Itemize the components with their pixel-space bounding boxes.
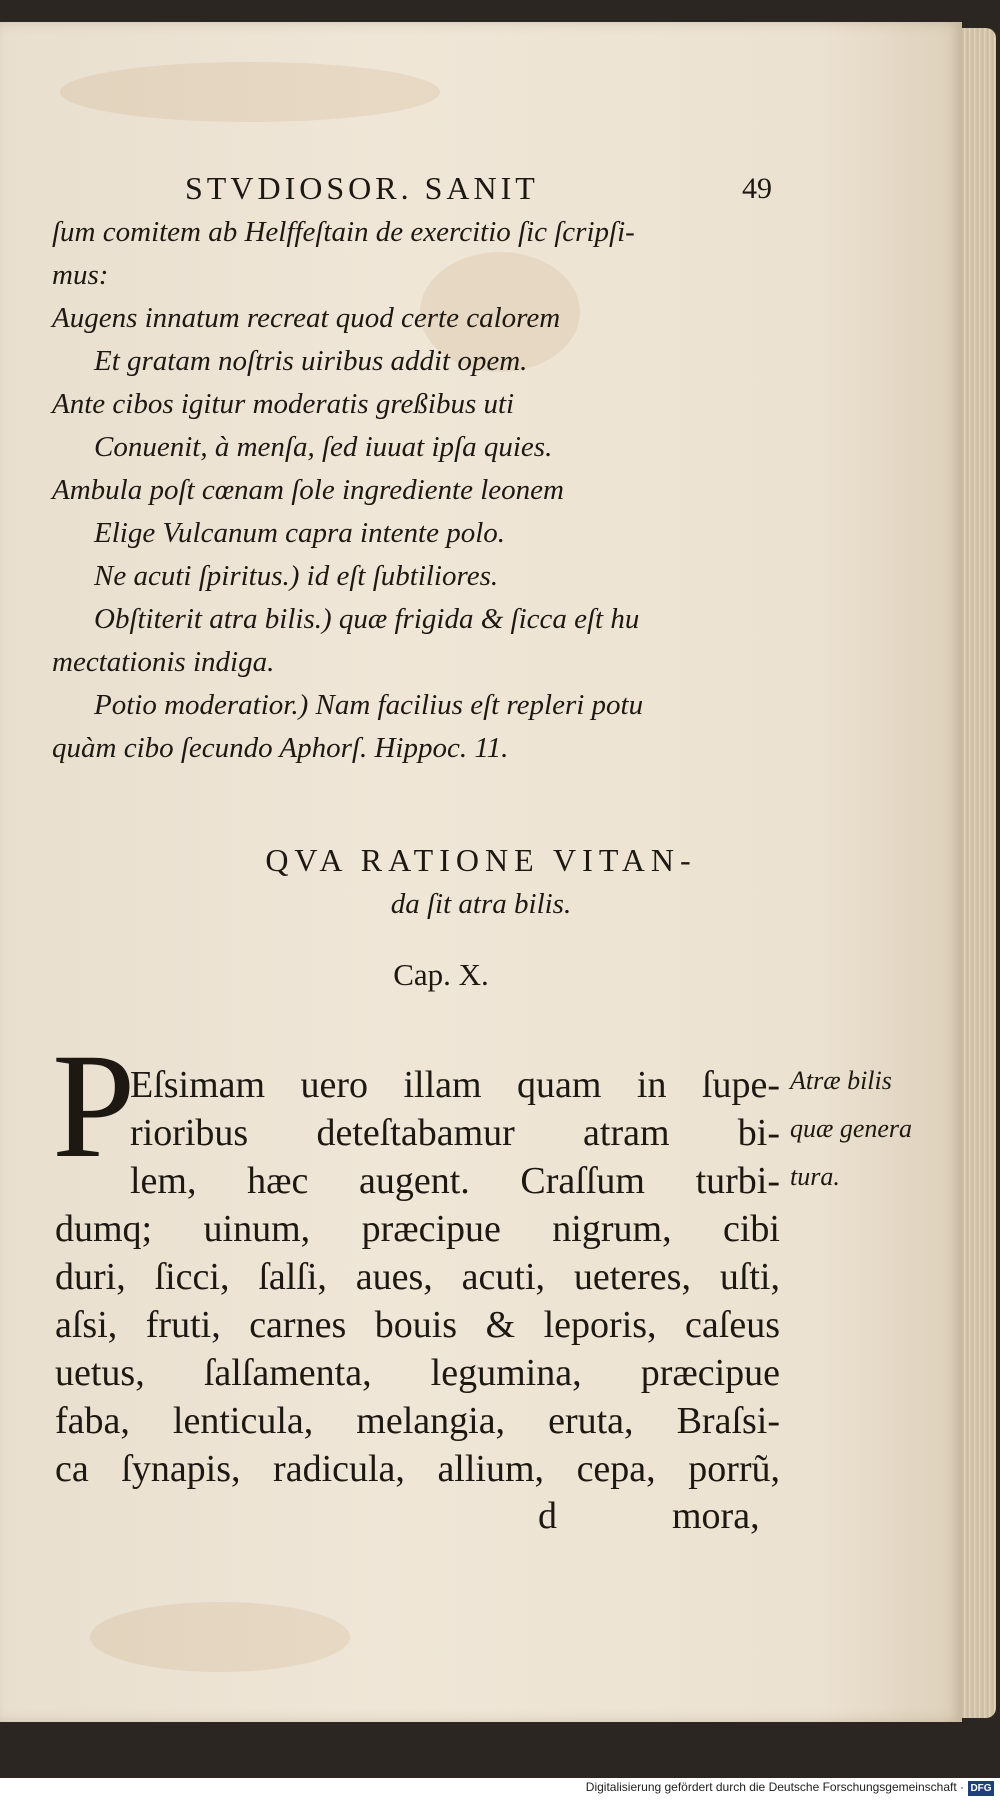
page-number: 49 (742, 172, 772, 205)
verse-line: mectationis indiga. (52, 646, 275, 678)
chapter-number: Cap. X. (393, 957, 489, 992)
body-line: dumq; uinum, præcipue nigrum, cibi (55, 1208, 780, 1250)
margin-note-line: Atræ bilis (790, 1066, 892, 1095)
dfg-logo-icon: DFG (968, 1781, 994, 1796)
foxing-stain (90, 1602, 350, 1672)
verse-line: Ante cibos igitur moderatis greßibus uti (52, 388, 515, 420)
chapter-title-line1: QVA RATIONE VITAN- (265, 842, 697, 878)
body-line: aſsi, fruti, carnes bouis & leporis, caſeus (55, 1304, 780, 1346)
verse-line: Elige Vulcanum capra intente polo. (94, 517, 506, 549)
chapter-title-line2: da ſit atra bilis. (390, 888, 572, 920)
footer-bar (0, 1778, 1000, 1800)
verse-line: Ne acuti ſpiritus.) id eſt ſubtiliores. (94, 560, 499, 592)
verse-line: ſum comitem ab Helffeſtain de exercitio ſic ſcripſi- (52, 216, 635, 248)
verse-line: Ambula poſt cœnam ſole ingrediente leonem (52, 474, 564, 506)
verse-line: Et gratam noſtris uiribus addit opem. (94, 345, 528, 377)
verse-line: quàm cibo ſecundo Aphorſ. Hippoc. 11. (52, 732, 509, 764)
foxing-stain (60, 62, 440, 122)
book-page (0, 22, 962, 1722)
verse-line: Obſtiterit atra bilis.) quæ frigida & ſicca eſt hu (94, 603, 640, 635)
margin-note-line: tura. (790, 1162, 840, 1191)
body-line: Eſsimam uero illam quam in ſupe- (130, 1064, 780, 1106)
page-header (185, 170, 780, 210)
page-edge-stack (960, 28, 996, 1718)
body-line: rioribus deteſtabamur atram bi- (130, 1112, 780, 1154)
signature-mark: d (538, 1495, 557, 1537)
body-line: lem, hæc augent. Craſſum turbi- (130, 1160, 780, 1202)
verse-line: Augens innatum recreat quod certe calorem (52, 302, 561, 334)
verse-line: Potio moderatior.) Nam facilius eſt repleri potu (94, 689, 644, 721)
margin-note-line: quæ genera (790, 1114, 913, 1143)
body-line: duri, ſicci, ſalſi, aues, acuti, ueteres, uſti, (55, 1256, 780, 1298)
verse-line: Conuenit, à menſa, ſed iuuat ipſa quies. (94, 431, 553, 463)
body-line: ca ſynapis, radicula, allium, cepa, porrũ, (55, 1448, 780, 1490)
body-line: uetus, ſalſamenta, legumina, præcipue (55, 1352, 780, 1394)
drop-cap: P (52, 1023, 136, 1189)
running-head: STVDIOSOR. SANIT (185, 170, 539, 206)
footer-credit: Digitalisierung gefördert durch die Deutsche Forschungsgemeinschaft · (585, 1780, 964, 1794)
verse-line: mus: (52, 259, 109, 291)
body-line: faba, lenticula, melangia, eruta, Braſsi- (55, 1400, 780, 1442)
catchword: mora, (672, 1495, 760, 1537)
